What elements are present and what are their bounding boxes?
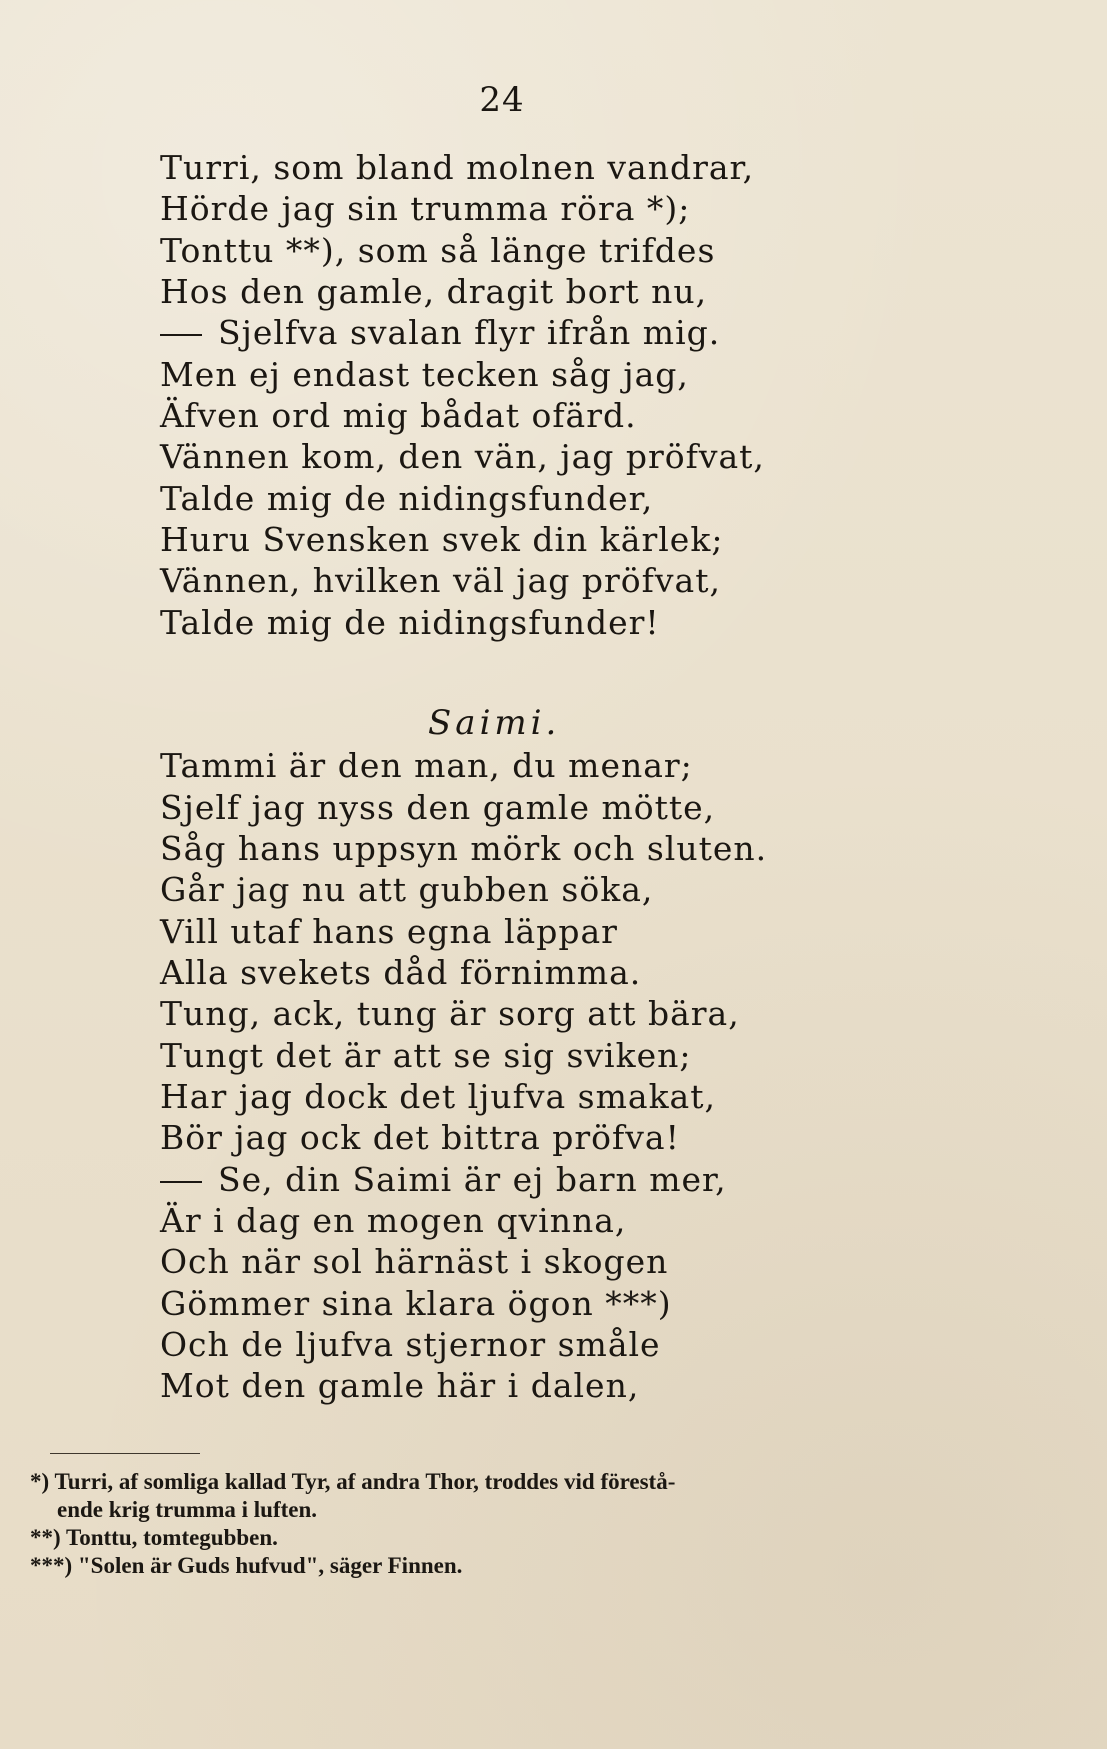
footnote-line: **) Tonttu, tomtegubben. <box>30 1525 278 1550</box>
poem-line-with-dash: Se, din Saimi är ej barn mer, <box>160 1160 727 1200</box>
poem-line: Tammi är den man, du menar; <box>160 746 693 785</box>
poem-line: Är i dag en mogen qvinna, <box>160 1201 627 1240</box>
poem-line: Vännen kom, den vän, jag pröfvat, <box>160 437 765 476</box>
poem-line: Alla svekets dåd förnimma. <box>160 953 642 992</box>
poem-line: Vill utaf hans egna läppar <box>160 912 618 951</box>
poem-line: Tungt det är att se sig sviken; <box>160 1036 692 1075</box>
poem-line: Turri, som bland molnen vandrar, <box>160 148 755 187</box>
page-number: 24 <box>479 80 525 120</box>
poem-line: Och de ljufva stjernor småle <box>160 1325 661 1364</box>
poem-line: Hörde jag sin trumma röra *); <box>160 189 691 228</box>
poem-line: Såg hans uppsyn mörk och sluten. <box>160 829 768 868</box>
poem-line: Mot den gamle här i dalen, <box>160 1366 640 1405</box>
poem-line: Tonttu **), som så länge trifdes <box>160 231 716 270</box>
poem-line: Talde mig de nidingsfunder! <box>160 603 660 642</box>
poem-line: Vännen, hvilken väl jag pröfvat, <box>160 561 721 600</box>
poem-line: Sjelf jag nyss den gamle mötte, <box>160 788 716 827</box>
poem-line: Och när sol härnäst i skogen <box>160 1242 669 1281</box>
poem-line: Huru Svensken svek din kärlek; <box>160 520 724 559</box>
footnote-divider <box>50 1453 200 1454</box>
poem-line: Tung, ack, tung är sorg att bära, <box>160 994 740 1033</box>
footnote-line: *) Turri, af somliga kallad Tyr, af andra Thor, troddes vid förestå- <box>30 1469 676 1494</box>
footnotes <box>30 1468 1060 1580</box>
poem-line: Talde mig de nidingsfunder, <box>160 479 654 518</box>
poem-line: Äfven ord mig bådat ofärd. <box>160 396 637 435</box>
section-heading: Saimi. <box>428 703 561 743</box>
footnote-line: ende krig trumma i luften. <box>57 1497 318 1522</box>
poem-line: Går jag nu att gubben söka, <box>160 870 654 909</box>
poem-line-with-dash: Sjelfva svalan flyr ifrån mig. <box>160 313 720 353</box>
poem-line: Hos den gamle, dragit bort nu, <box>160 272 708 311</box>
poem-line: Men ej endast tecken såg jag, <box>160 355 689 394</box>
poem-line: Har jag dock det ljufva smakat, <box>160 1077 716 1116</box>
poem-line: Bör jag ock det bittra pröfva! <box>160 1118 680 1157</box>
footnote-line: ***) "Solen är Guds hufvud", säger Finnen. <box>30 1553 463 1578</box>
poem-line: Gömmer sina klara ögon ***) <box>160 1284 672 1323</box>
